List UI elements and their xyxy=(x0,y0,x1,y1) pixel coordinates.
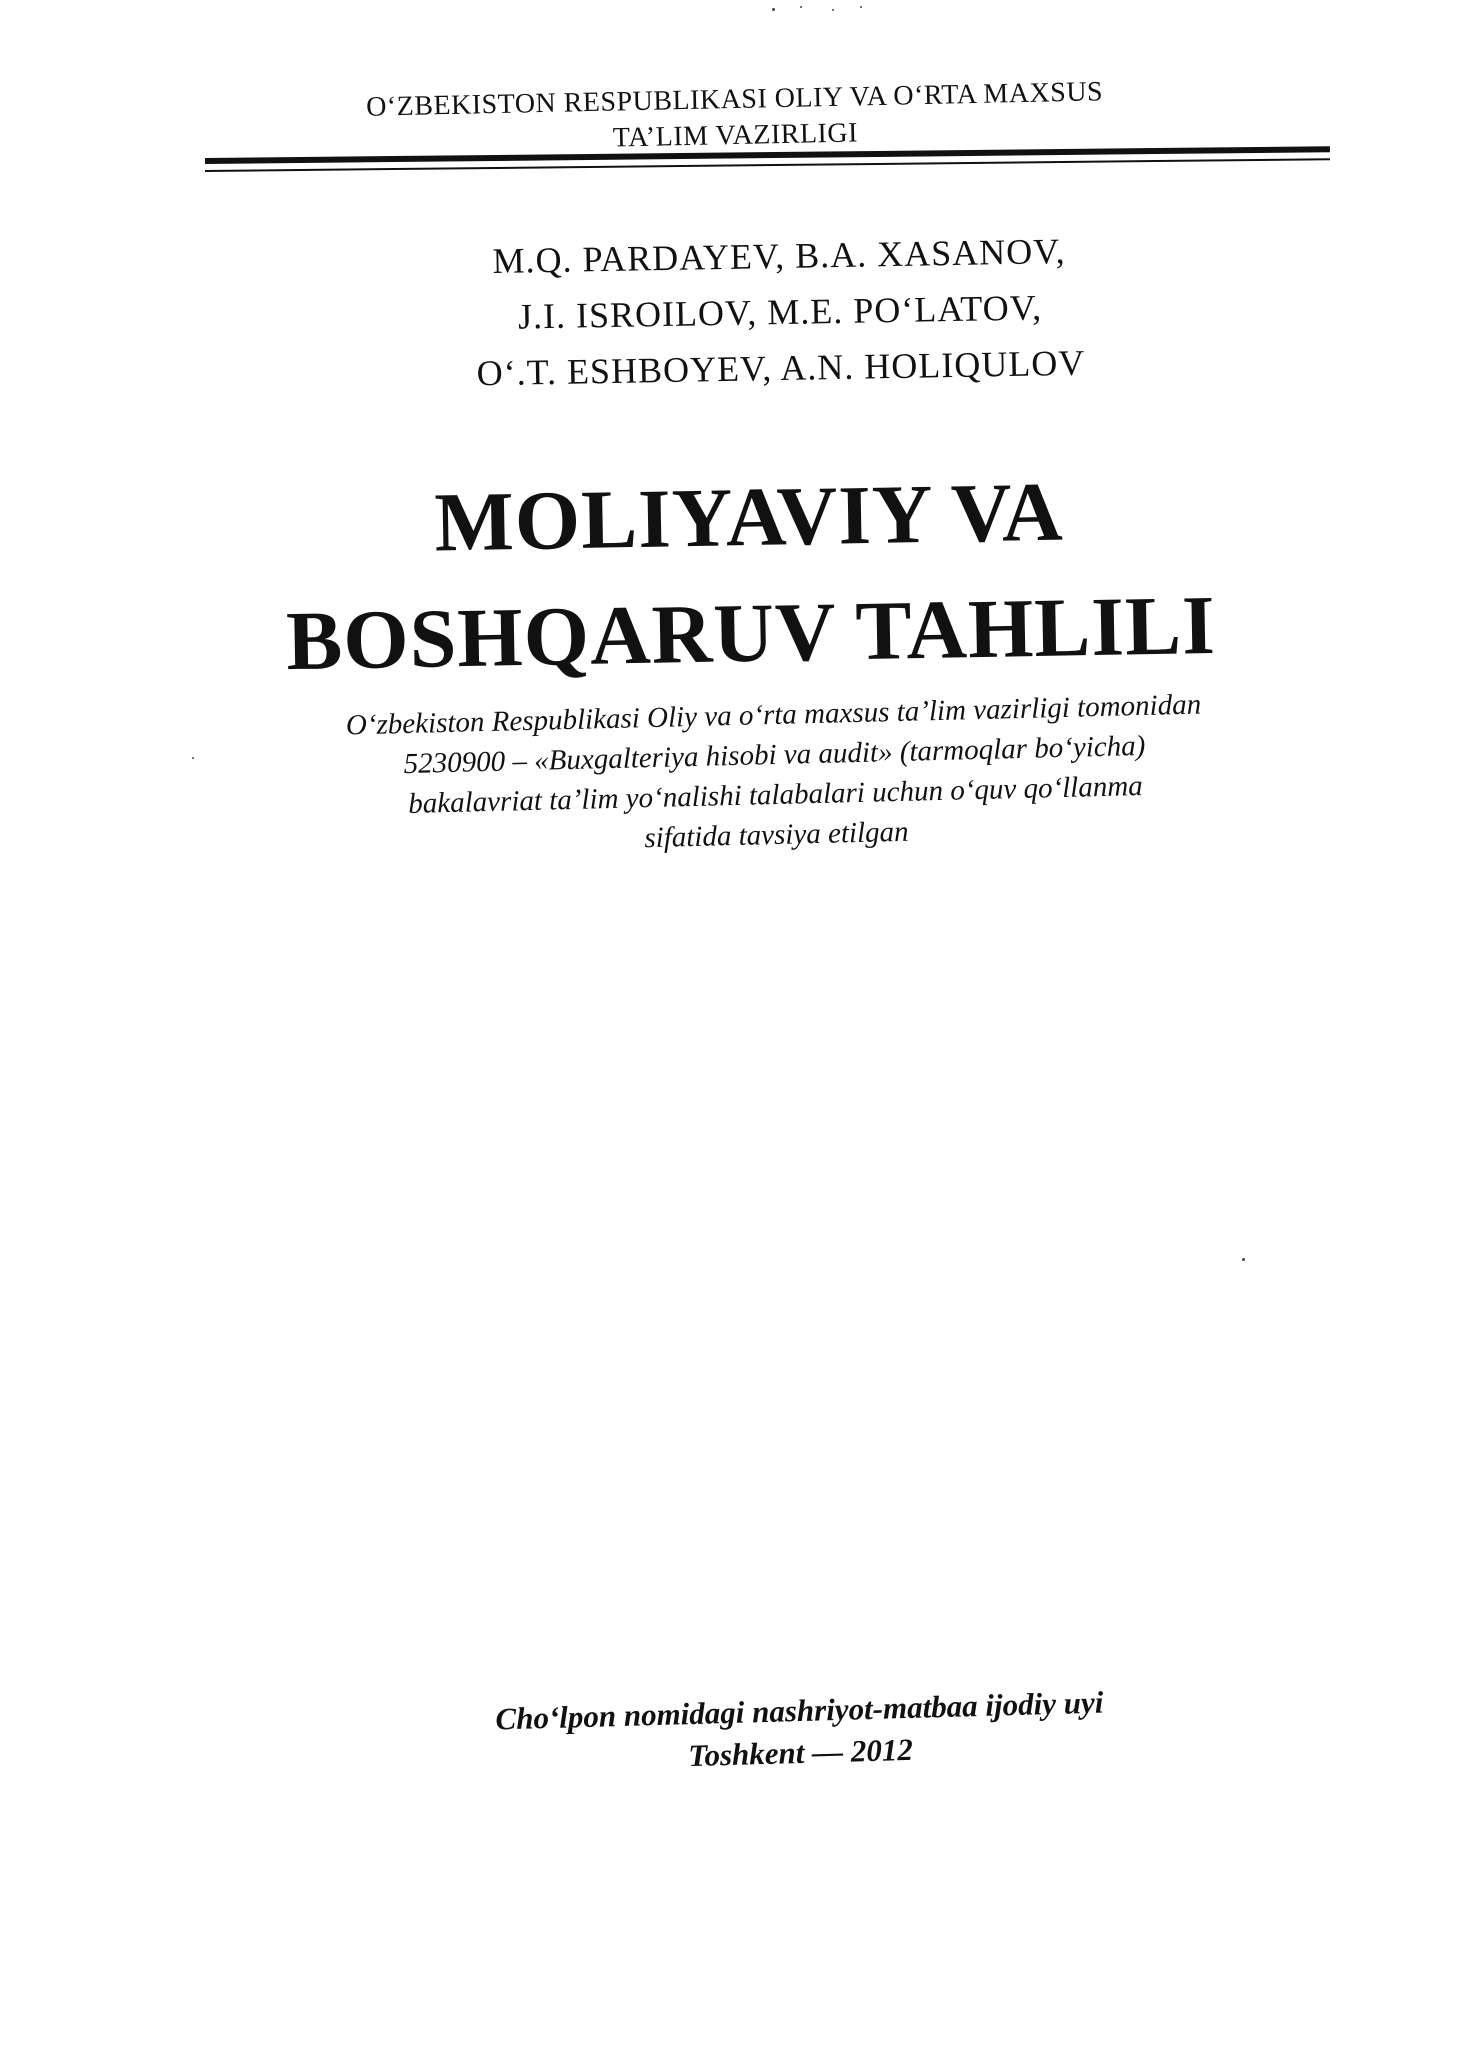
publisher-imprint xyxy=(419,1679,1181,1784)
scan-speck xyxy=(192,757,194,759)
book-title-line-1: MOLIYAVIY VA xyxy=(433,465,1065,570)
approval-note-line: bakalavriat ta’lim yo‘nalishi talabalari uchun o‘quv qo‘llanma xyxy=(407,770,1144,820)
author-line: J.I. ISROILOV, M.E. PO‘LATOV, xyxy=(517,287,1043,337)
scan-speck xyxy=(832,9,834,11)
approval-note-line: 5230900 – «Buxgalteriya hisobi va audit» (tarmoqlar bo‘yicha) xyxy=(403,729,1146,781)
ministry-line-2: TA’LIM VAZIRLIGI xyxy=(612,117,859,154)
approval-note-line: sifatida tavsiya etilgan xyxy=(644,815,909,855)
scan-speck xyxy=(772,8,775,11)
approval-note-line: O‘zbekiston Respublikasi Oliy va o‘rta maxsus ta’lim vazirligi tomonidan xyxy=(345,688,1202,742)
scan-speck xyxy=(860,6,862,8)
scan-speck xyxy=(1242,1258,1245,1261)
ministry-line-1: O‘ZBEKISTON RESPUBLIKASI OLIY VA O‘RTA MAXSUS xyxy=(365,76,1104,123)
author-line: O‘.T. ESHBOYEV, A.N. HOLIQULOV xyxy=(476,342,1086,394)
publication-place-year: Toshkent — 2012 xyxy=(687,1731,914,1774)
scan-speck xyxy=(800,6,802,8)
book-title xyxy=(248,451,1252,700)
publisher-name: Cho‘lpon nomidagi nashriyot-matbaa ijodiy uyi xyxy=(495,1684,1104,1737)
book-title-line-2: BOSHQARUV TAHLILI xyxy=(285,578,1217,689)
author-list xyxy=(399,221,1162,402)
author-line: M.Q. PARDAYEV, B.A. XASANOV, xyxy=(492,231,1066,282)
approval-note xyxy=(228,682,1322,869)
